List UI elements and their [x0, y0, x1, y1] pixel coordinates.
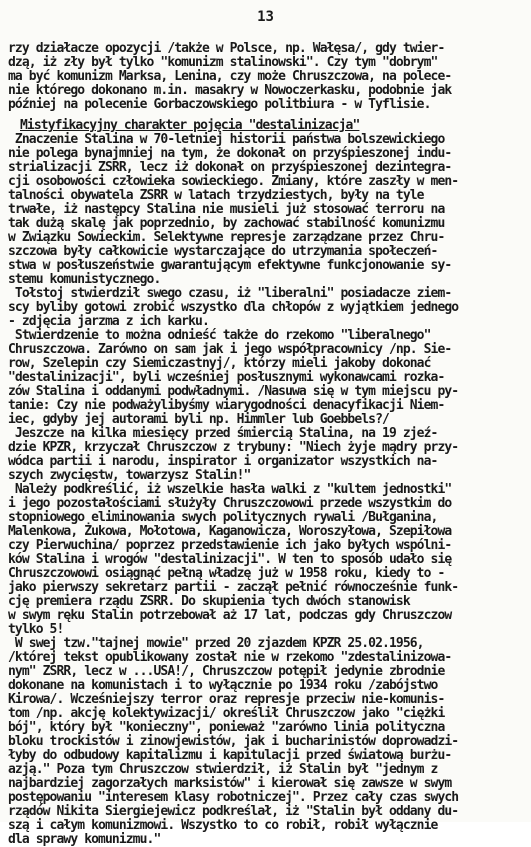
- body-line: tom /np. akcję kolektywizacji/ określił Chruszczow jako "ciężki: [8, 706, 445, 721]
- body-text: [8, 133, 525, 847]
- body-line: łyby do odbudowy kapitalizmu i kapitulacji przed światową burżu-: [8, 748, 452, 763]
- body-line: rządów Nikita Siergiejewicz podkreślał, iż "Stalin był oddany du-: [8, 804, 459, 819]
- body-line: scy byliby gotowi zrobić wszystko dla chłopów z wyjątkiem jednego: [8, 300, 459, 315]
- body-line: stemu komunistycznego.: [8, 272, 161, 287]
- body-line: Należy podkreślić, iż wszelkie hasła walki z "kultem jednostki": [8, 482, 452, 497]
- body-line: tak dużą skalę jak poprzednio, by zachować stabilność komunizmu: [8, 216, 445, 231]
- page-number: 13: [257, 9, 274, 25]
- body-line: azją." Poza tym Chruszczow stwierdził, iż Stalin był "jednym z: [8, 762, 438, 777]
- body-line: zów Stalina i oddanymi podwładnymi. /Nasuwa się w tym miejscu py-: [8, 384, 459, 399]
- body-line: Chruszczowa. Zarówno on sam jak i jego współpracownicy /np. Sie-: [8, 342, 452, 357]
- body-line: Chruszczowowi osiągnąć pełną władzę już w 1958 roku, kiedy to -: [8, 566, 445, 581]
- body-line: bloku trockistów i zinowjewistów, jak i bucharinistów doprowadzi-: [8, 734, 459, 749]
- body-line: Znaczenie Stalina w 70-letniej historii państwa bolszewickiego: [8, 132, 445, 147]
- body-line: Stwierdzenie to można odnieść także do rzekomo "liberalnego": [8, 328, 431, 343]
- body-line: Jeszcze na kilka miesięcy przed śmiercią Stalina, na 19 zjeź-: [8, 426, 438, 441]
- body-line: dla sprawy komunizmu.": [8, 832, 161, 847]
- intro-paragraph: [8, 42, 525, 112]
- body-line: dzie KPZR, krzyczał Chruszczow z trybuny: "Niech żyje mądry przy-: [8, 440, 459, 455]
- body-line: /której tekst opublikowany został nie w rzekomo "zdestalinizowa-: [8, 650, 452, 665]
- body-line: cji osobowości człowieka sowieckiego. Zmiany, które zaszły w men-: [8, 174, 459, 189]
- body-line: strializacji ZSRR, lecz iż dokonał on przyśpieszonej dezintegra-: [8, 160, 452, 175]
- body-line: Malenkowa, Żukowa, Mołotowa, Kaganowicza, Woroszyłowa, Szepiłowa: [8, 524, 452, 539]
- body-line: szych zwycięstw, towarzysz Stalin!": [8, 468, 251, 483]
- body-line: w swym ręku Stalin potrzebował aż 17 lat, podczas gdy Chruszczow: [8, 608, 452, 623]
- body-line: szczowa były całkowicie wystarczające do utrzymania społeczeń-: [8, 244, 438, 259]
- body-line: stopniowego eliminowania swych politycznych rywali /Bułganina,: [8, 510, 438, 525]
- body-line: tanie: Czy nie podważylibyśmy wiarygodności denacyfikacji Niem-: [8, 398, 445, 413]
- body-line: row, Szelepin czy Siemiczastnyj/, którzy mieli jakoby dokonać: [8, 356, 431, 371]
- body-line: tylko 5!: [8, 622, 64, 637]
- body-line: - zdjęcia jarzma z ich karku.: [8, 314, 209, 329]
- body-line: Kirowa/. Wcześniejszy terror oraz represje przeciw nie-komunis-: [8, 692, 445, 707]
- body-line: wódca partii i narodu, inspirator i organizator wszystkich na-: [8, 454, 438, 469]
- intro-line: ma być komunizm Marksa, Lenina, czy może Chruszczowa, na polece-: [8, 69, 452, 84]
- body-line: "destalinizacji", byli wcześniej posłusznymi wykonawcami rozka-: [8, 370, 445, 385]
- body-line: szą i całym komunizmowi. Wszystko to co robił, robił wyłącznie: [8, 818, 438, 833]
- body-line: trwałe, iż następcy Stalina nie musieli już stosować terroru na: [8, 202, 445, 217]
- body-line: Tołstoj stwierdził swego czasu, iż "liberalni" posiadacze ziem-: [8, 286, 452, 301]
- body-line: ków Stalina i wrogów "destalinizacji". W ten to sposób udało się: [8, 552, 452, 567]
- body-line: dokonane na komunistach i to wyłącznie po 1934 roku /zabójstwo: [8, 678, 438, 693]
- body-line: najbardziej zagorzałych marksistów" i kierował się zawsze w swym: [8, 776, 452, 791]
- body-line: w Związku Sowieckim. Selektywne represje zarządzane przez Chru-: [8, 230, 445, 245]
- body-line: nie polega bynajmniej na tym, że dokonał on przyśpieszonej indu-: [8, 146, 452, 161]
- body-line: postępowaniu "interesem klasy robotniczej". Przez cały czas swych: [8, 790, 459, 805]
- body-line: cję premiera rządu ZSRR. Do skupienia tych dwóch stanowisk: [8, 594, 410, 609]
- body-line: i jego pozostałościami służyły Chruszczowowi przede wszystkim do: [8, 496, 452, 511]
- body-line: nym" ZSRR, lecz w ...USA!/, Chruszczow potępił jedynie zbrodnie: [8, 664, 445, 679]
- body-line: iec, gdyby jej autorami byli np. Himmler lub Goebbels?/: [8, 412, 389, 427]
- intro-line: dzą, iż zły był tylko "komunizm stalinowski". Czy tym "dobrym": [8, 55, 438, 70]
- body-line: stwa w posłuszeństwie gwarantującym efektywne funkcjonowanie sy-: [8, 258, 452, 273]
- body-line: bój", który był "konieczny", ponieważ "zarówno linia polityczna: [8, 720, 445, 735]
- body-line: talności obywatela ZSRR w latach trzydziestych, były na tyle: [8, 188, 424, 203]
- body-line: czy Pierwuchina/ poprzez przedstawienie ich jako byłych wspólni-: [8, 538, 452, 553]
- intro-line: nie którego dokonano m.in. masakry w Nowoczerkasku, podobnie jak: [8, 83, 452, 98]
- intro-line: później na polecenie Gorbaczowskiego politbiura - w Tyflisie.: [8, 97, 431, 112]
- intro-line: rzy działacze opozycji /także w Polsce, np. Wałęsa/, gdy twier-: [8, 41, 445, 56]
- body-line: W swej tzw."tajnej mowie" przed 20 zjazdem KPZR 25.02.1956,: [8, 636, 424, 651]
- body-line: jako pierwszy sekretarz partii - zaczął pełnić równocześnie funk-: [8, 580, 459, 595]
- section-heading: Mistyfikacyjny charakter pojęcia "destalinizacja": [20, 118, 360, 133]
